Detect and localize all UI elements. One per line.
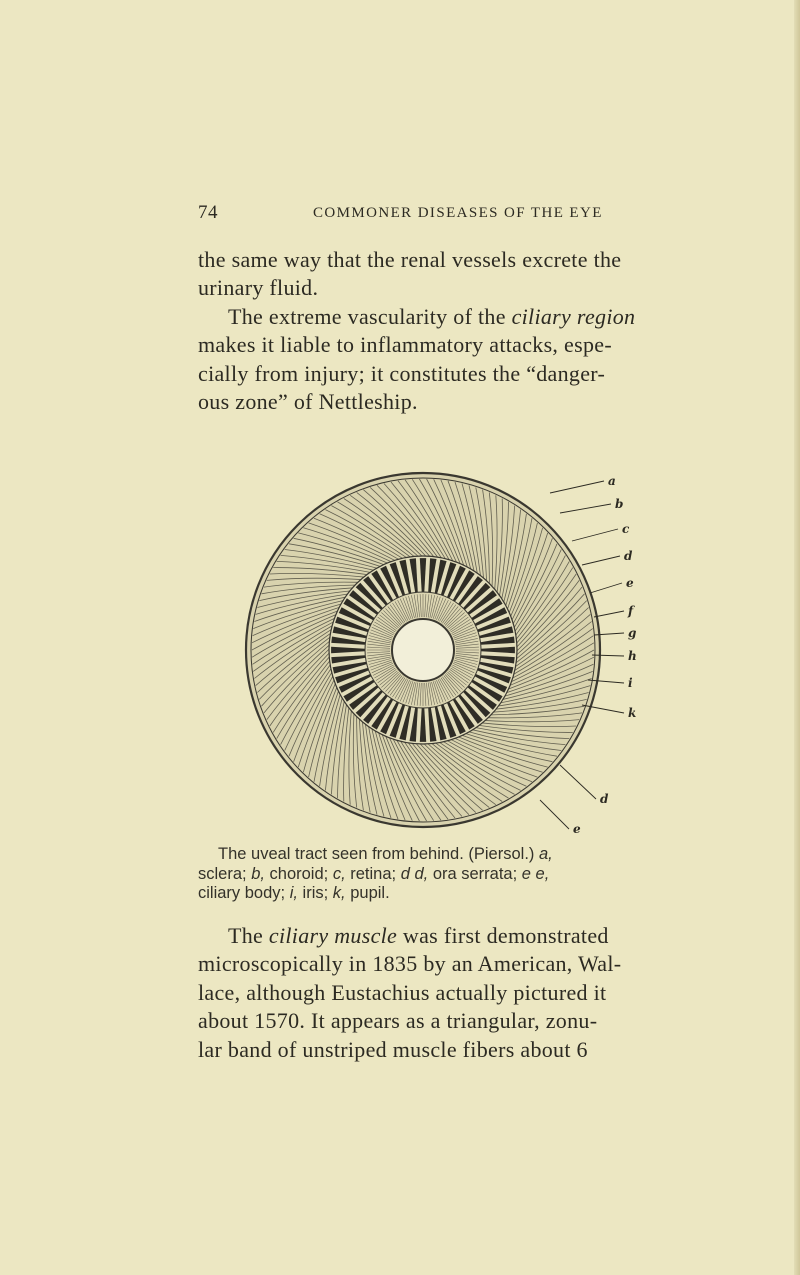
text-line: lace, although Eustachius actually pictured it <box>198 979 607 1005</box>
caption-line: ciliary body; i, iris; k, pupil. <box>198 884 390 902</box>
running-head: COMMONER DISEASES OF THE EYE <box>313 205 603 221</box>
text-line: about 1570. It appears as a triangular, zonu- <box>198 1008 598 1034</box>
caption-line: sclera; b, choroid; c, retina; d d, ora serrata; e e, <box>198 864 550 883</box>
text-line: The ciliary muscle was first demonstrated <box>228 923 609 948</box>
figure-caption <box>198 845 714 904</box>
page-header <box>198 202 718 226</box>
figure-label: h <box>628 649 637 663</box>
figure-label: e <box>573 822 581 836</box>
text-line: ous zone” of Nettleship. <box>198 389 418 415</box>
figure-label: d <box>600 792 609 806</box>
italic-term: ciliary muscle <box>268 923 398 948</box>
figure-label: e <box>626 576 634 590</box>
text-line: microscopically in 1835 by an American, Wal- <box>198 951 622 977</box>
figure-label: i <box>628 676 633 690</box>
figure-label: f <box>628 604 634 618</box>
page-edge <box>794 0 800 1275</box>
paragraph-ciliary-muscle <box>198 922 714 1064</box>
text-line: lar band of unstriped muscle fibers about 6 <box>198 1036 588 1062</box>
text-line: the same way that the renal vessels excrete the <box>198 247 622 272</box>
text-line: urinary fluid. <box>198 275 319 301</box>
figure-label: c <box>622 522 630 536</box>
figure-label: a <box>608 474 616 488</box>
figure-label: b <box>615 497 624 511</box>
paragraph-vascularity <box>198 303 714 417</box>
text-line: The extreme vascularity of the ciliary region <box>228 304 636 329</box>
figure-label: k <box>628 706 637 720</box>
text-line: cially from injury; it constitutes the “danger- <box>198 360 606 386</box>
italic-term: ciliary region <box>511 304 636 329</box>
figure-label: g <box>628 626 637 640</box>
page-number: 74 <box>198 202 218 223</box>
paragraph-renal <box>198 246 714 303</box>
eye-illustration <box>246 473 600 827</box>
caption-line: The uveal tract seen from behind. (Piersol.) a, <box>218 845 553 863</box>
figure-label: d <box>624 549 633 563</box>
text-line: makes it liable to inflammatory attacks, espe- <box>198 332 612 358</box>
uveal-tract-figure <box>230 465 660 845</box>
